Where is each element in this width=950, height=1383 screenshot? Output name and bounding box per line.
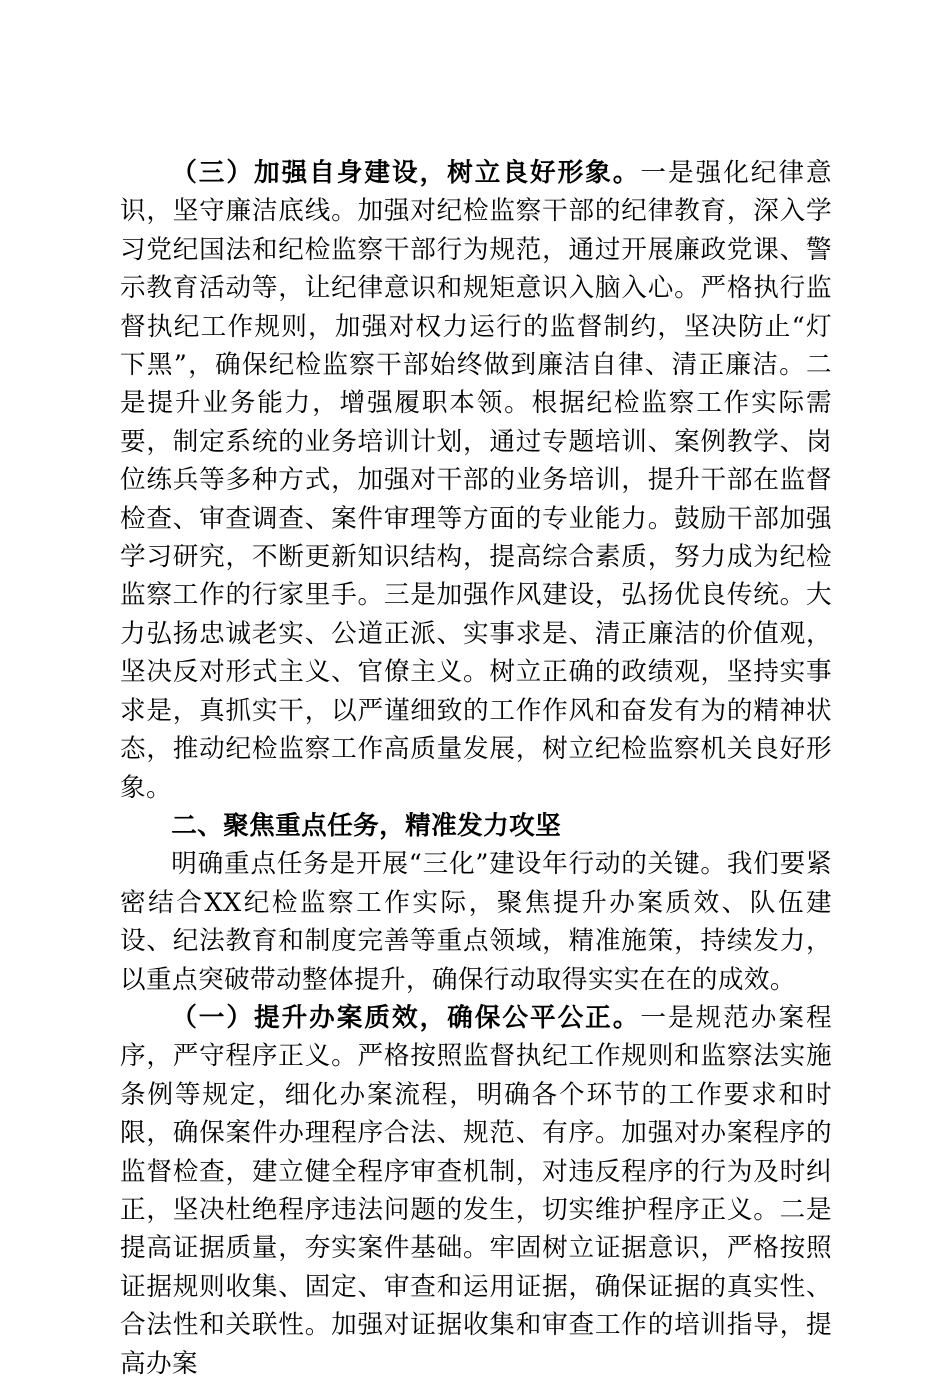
document-page bbox=[120, 154, 832, 1383]
paragraph-case-quality bbox=[120, 999, 832, 1383]
section-heading: 二、聚焦重点任务，精准发力攻坚 bbox=[171, 810, 562, 841]
paragraph-key-tasks-intro: 明确重点任务是开展“三化”建设年行动的关键。我们要紧密结合XX纪检监察工作实际，聚焦提升办案质效、队伍建设、纪法教育和制度完善等重点领域，精准施策，持续发力，以重点突破带动整体提升，确保行动取得实实在在的成效。 bbox=[120, 849, 832, 995]
paragraph-strengthen-self-building bbox=[120, 154, 832, 807]
paragraph-lead-heading: （一）提升办案质效，确保公平公正。 bbox=[171, 1002, 641, 1033]
paragraph-body: 一是强化纪律意识，坚守廉洁底线。加强对纪检监察干部的纪律教育，深入学习党纪国法和纪检监察干部行为规范，通过开展廉政党课、警示教育活动等，让纪律意识和规矩意识入脑入心。严格执行监督执纪工作规则，加强对权力运行的监督制约，坚决防止“灯下黑”，确保纪检监察干部始终做到廉洁自律、清正廉洁。二是提升业务能力，增强履职本领。根据纪检监察工作实际需要，制定系统的业务培训计划，通过专题培训、案例教学、岗位练兵等多种方式，加强对干部的业务培训，提升干部在监督检查、审查调查、案件审理等方面的专业能力。鼓励干部加强学习研究，不断更新知识结构，提高综合素质，努力成为纪检监察工作的行家里手。三是加强作风建设，弘扬优良传统。大力弘扬忠诚老实、公道正派、实事求是、清正廉洁的价值观，坚决反对形式主义、官僚主义。树立正确的政绩观，坚持实事求是，真抓实干，以严谨细致的工作作风和奋发有为的精神状态，推动纪检监察工作高质量发展，树立纪检监察机关良好形象。 bbox=[120, 158, 832, 803]
paragraph-body: 一是规范办案程序，严守程序正义。严格按照监督执纪工作规则和监察法实施条例等规定，细化办案流程，明确各个环节的工作要求和时限，确保案件办理程序合法、规范、有序。加强对办案程序的监督检查，建立健全程序审查机制，对违反程序的行为及时纠正，坚决杜绝程序违法问题的发生，切实维护程序正义。二是提高证据质量，夯实案件基础。牢固树立证据意识，严格按照证据规则收集、固定、审查和运用证据，确保证据的真实性、合法性和关联性。加强对证据收集和审查工作的培训指导，提高办案 bbox=[120, 1002, 832, 1379]
paragraph-lead-heading: （三）加强自身建设，树立良好形象。 bbox=[171, 158, 641, 188]
